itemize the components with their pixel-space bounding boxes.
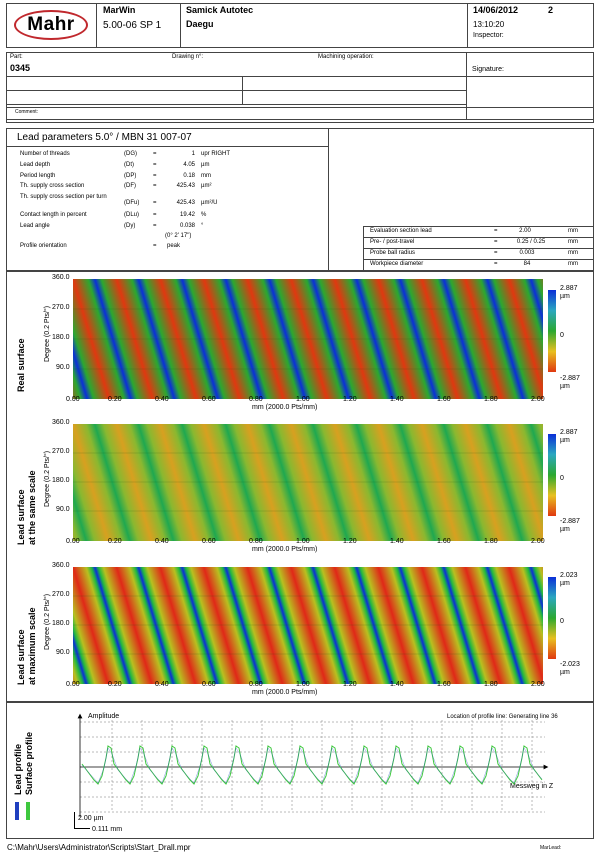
param-unit: µm	[201, 162, 210, 168]
param-code: (DFu)	[124, 200, 140, 206]
side-label: at the same scale	[27, 470, 37, 545]
param-code: (Dt)	[124, 162, 134, 168]
y-tick: 360.0	[52, 562, 70, 569]
company-city: Daegu	[186, 19, 214, 29]
x-tick: 1.60	[437, 538, 451, 545]
param-code: (DF)	[124, 183, 136, 189]
cbar-bot: -2.023	[560, 661, 580, 668]
lead-angle-dms: (0° 2' 17")	[165, 233, 192, 239]
colorbar	[548, 577, 556, 659]
eval-eq: =	[494, 250, 498, 256]
eval-unit: mm	[568, 261, 578, 267]
param-name: Th. supply cross section per turn	[20, 194, 107, 200]
x-tick: 1.60	[437, 681, 451, 688]
machining-label: Machining operation:	[318, 54, 374, 60]
y-axis-label: Degree (0.2 Pts/°)	[44, 593, 51, 650]
lead-params-title: Lead parameters 5.0° / MBN 31 007-07	[17, 132, 192, 143]
x-tick: 1.80	[484, 396, 498, 403]
x-tick: 1.20	[343, 538, 357, 545]
x-tick: 0.20	[108, 396, 122, 403]
param-unit: µm²/U	[201, 200, 218, 206]
param-eq: =	[153, 212, 157, 218]
brand-label: MarLead:	[540, 845, 562, 851]
signature-label: Signature:	[472, 66, 504, 73]
y-axis-label: Degree (0.2 Pts/°)	[44, 450, 51, 507]
x-tick: 0.40	[155, 538, 169, 545]
x-tick: 1.40	[390, 538, 404, 545]
y-tick: 270.0	[52, 448, 70, 455]
param-eq: =	[153, 200, 157, 206]
param-unit: upr RIGHT	[201, 151, 231, 157]
scale-bar-horizontal	[74, 828, 90, 829]
param-name: Lead angle	[20, 223, 50, 229]
param-unit: µm²	[201, 183, 212, 189]
cbar-top: 2.887	[560, 429, 578, 436]
cbar-top-unit: µm	[560, 293, 570, 300]
eval-unit: mm	[568, 250, 578, 256]
y-tick: 360.0	[52, 274, 70, 281]
y-tick: 180.0	[52, 620, 70, 627]
param-name: Period length	[20, 173, 56, 179]
param-code: (DP)	[124, 173, 137, 179]
legend-surface-profile: Surface profile	[24, 731, 34, 795]
cbar-top: 2.023	[560, 572, 578, 579]
eval-value: 2.00	[519, 228, 531, 234]
x-tick: 2.00	[531, 396, 545, 403]
colorbar	[548, 434, 556, 516]
eval-eq: =	[494, 261, 498, 267]
cbar-bot: -2.887	[560, 518, 580, 525]
x-tick: 2.00	[531, 538, 545, 545]
profile-location: Location of profile line: Generating line 36	[447, 714, 558, 720]
amplitude-label: Amplitude	[88, 713, 120, 720]
part-label: Part:	[10, 54, 23, 60]
x-tick: 1.00	[296, 681, 310, 688]
param-value: 425.43	[176, 200, 195, 206]
cbar-bot-unit: µm	[560, 526, 570, 533]
x-tick: 1.00	[296, 538, 310, 545]
param-name: Lead depth	[20, 162, 51, 168]
x-tick: 0.40	[155, 681, 169, 688]
param-eq: =	[153, 162, 157, 168]
param-name: Number of threads	[20, 151, 70, 157]
report-date: 14/06/2012	[473, 5, 519, 15]
param-value: 0.18	[183, 173, 195, 179]
mahr-logo: Mahr	[14, 10, 88, 40]
x-tick: 0.60	[202, 396, 216, 403]
eval-value: 0.003	[519, 250, 535, 256]
side-label: Lead surface	[16, 489, 26, 545]
eval-eq: =	[494, 228, 498, 234]
legend-swatch-surface	[26, 802, 30, 820]
x-tick: 0.20	[108, 538, 122, 545]
inspector-label: Inspector:	[473, 32, 504, 39]
part-value: 0345	[10, 63, 31, 73]
param-unit: mm	[201, 173, 211, 179]
legend-lead-profile: Lead profile	[13, 743, 23, 795]
real-surface-map	[73, 279, 543, 399]
eval-value: 84	[523, 261, 531, 267]
y-tick: 270.0	[52, 591, 70, 598]
cbar-mid: 0	[560, 618, 564, 625]
param-eq: =	[153, 151, 157, 157]
cbar-top-unit: µm	[560, 580, 570, 587]
report-time: 13:10:20	[473, 20, 505, 29]
eval-unit: mm	[568, 228, 578, 234]
param-code: (DG)	[124, 151, 137, 157]
page-number: 2	[548, 5, 554, 15]
param-eq: =	[153, 223, 157, 229]
cbar-mid: 0	[560, 332, 564, 339]
y-tick: 90.0	[56, 364, 70, 371]
orientation-name: Profile orientation	[20, 243, 67, 249]
param-code: (Dy)	[124, 223, 136, 229]
eval-value: 0.25 / 0.25	[516, 239, 546, 245]
eval-name: Pre- / post-travel	[370, 239, 415, 245]
orientation-eq: =	[153, 243, 157, 249]
x-tick: 1.40	[390, 681, 404, 688]
scale-bar-vertical	[74, 812, 75, 828]
x-tick: 1.20	[343, 396, 357, 403]
x-tick: 0.80	[249, 396, 263, 403]
profile-plot	[70, 712, 550, 822]
orientation-value: peak	[167, 243, 181, 249]
param-unit: °	[201, 223, 204, 229]
comment-label: Comment:	[15, 109, 39, 115]
x-tick: 0.80	[249, 538, 263, 545]
y-tick: 90.0	[56, 649, 70, 656]
x-tick: 1.60	[437, 396, 451, 403]
cbar-bot-unit: µm	[560, 383, 570, 390]
y-tick: 180.0	[52, 334, 70, 341]
x-axis-label: mm (2000.0 Pts/mm)	[252, 689, 318, 696]
param-name: Th. supply cross section	[20, 183, 85, 189]
cbar-mid: 0	[560, 475, 564, 482]
y-tick: 360.0	[52, 419, 70, 426]
x-tick: 0.00	[66, 681, 80, 688]
param-code: (DLu)	[124, 212, 140, 218]
comment-box	[6, 107, 594, 123]
x-tick: 0.00	[66, 396, 80, 403]
x-tick: 1.40	[390, 396, 404, 403]
scale-y-label: 2.00 µm	[78, 815, 104, 822]
y-tick: 180.0	[52, 477, 70, 484]
x-tick: 0.20	[108, 681, 122, 688]
param-name: Contact length in percent	[20, 212, 87, 218]
legend-swatch-lead	[15, 802, 19, 820]
x-tick: 0.60	[202, 681, 216, 688]
eval-eq: =	[494, 239, 498, 245]
software-version: 5.00-06 SP 1	[103, 20, 162, 31]
param-eq: =	[153, 173, 157, 179]
cbar-top: 2.887	[560, 285, 578, 292]
y-tick: 270.0	[52, 304, 70, 311]
x-tick: 0.00	[66, 538, 80, 545]
x-tick: 1.80	[484, 681, 498, 688]
x-tick: 2.00	[531, 681, 545, 688]
side-label: at maximum scale	[27, 607, 37, 685]
param-value: 0.038	[179, 223, 195, 229]
x-tick: 1.80	[484, 538, 498, 545]
side-label: Real surface	[16, 338, 26, 392]
eval-name: Workpiece diameter	[370, 261, 424, 267]
cbar-top-unit: µm	[560, 437, 570, 444]
drawing-label: Drawing n°:	[172, 54, 204, 60]
lead-surface-same-map	[73, 424, 543, 541]
x-axis-label: mm (2000.0 Pts/mm)	[252, 546, 318, 553]
colorbar	[548, 290, 556, 372]
scale-x-label: 0.111 mm	[92, 826, 123, 833]
x-tick: 1.20	[343, 681, 357, 688]
y-axis-label: Degree (0.2 Pts/°)	[44, 305, 51, 362]
measure-label: Messweg in Z	[510, 783, 554, 790]
x-tick: 0.40	[155, 396, 169, 403]
param-value: 1	[191, 151, 195, 157]
param-unit: %	[201, 212, 207, 218]
cbar-bot-unit: µm	[560, 669, 570, 676]
x-tick: 0.60	[202, 538, 216, 545]
y-tick: 90.0	[56, 506, 70, 513]
x-axis-label: mm (2000.0 Pts/mm)	[252, 404, 318, 411]
param-eq: =	[153, 183, 157, 189]
company-name: Samick Autotec	[186, 5, 254, 15]
param-value: 425.43	[176, 183, 195, 189]
cbar-bot: -2.887	[560, 375, 580, 382]
param-value: 19.42	[179, 212, 195, 218]
eval-name: Probe ball radius	[370, 250, 416, 256]
script-path: C:\Mahr\Users\Administrator\Scripts\Start_Drall.mpr	[7, 843, 191, 852]
eval-unit: mm	[568, 239, 578, 245]
side-label: Lead surface	[16, 629, 26, 685]
param-value: 4.05	[183, 162, 195, 168]
eval-name: Evaluation section lead	[370, 228, 432, 234]
x-tick: 0.80	[249, 681, 263, 688]
x-tick: 1.00	[296, 396, 310, 403]
software-name: MarWin	[103, 5, 136, 15]
lead-surface-max-map	[73, 567, 543, 684]
